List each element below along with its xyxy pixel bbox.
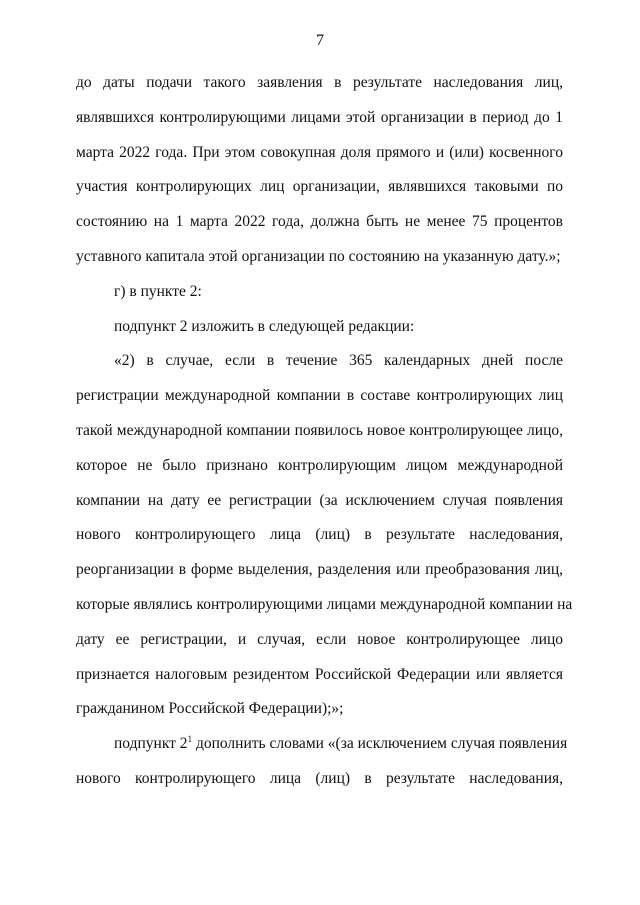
text-line: такой международной компании появилось новое контролирующее лицо, — [76, 421, 563, 439]
text-line: подпункт 2 изложить в следующей редакции: — [114, 317, 415, 335]
text-fragment: подпункт 2 — [114, 735, 188, 753]
text-line — [76, 727, 568, 762]
text-line: реорганизации в форме выделения, разделения или преобразования лиц, — [76, 561, 563, 579]
text-line: уставного капитала этой организации по состоянию на указанную дату.»; — [76, 247, 561, 265]
text-line: «2) в случае, если в течение 365 календарных дней после — [114, 352, 563, 370]
document-body — [76, 66, 573, 797]
text-line: дату ее регистрации, и случая, если новое контролирующее лицо — [76, 630, 563, 648]
text-line: которое не было признано контролирующим лицом международной — [76, 456, 563, 474]
paragraph-subpoint-2-text — [76, 344, 573, 727]
text-fragment: дополнить словами «(за исключением случая появления — [192, 735, 568, 753]
paragraph-subitem-g — [76, 275, 563, 310]
paragraph-subpoint-2-intro — [76, 310, 563, 345]
page-number: 7 — [316, 32, 324, 49]
superscript: 1 — [187, 734, 193, 745]
paragraph-subpoint-2-1 — [76, 727, 568, 797]
text-line: г) в пункте 2: — [114, 282, 202, 300]
text-line: участия контролирующих лиц организации, являвшихся таковыми по — [76, 178, 563, 196]
text-line: компании на дату ее регистрации (за исключением случая появления — [76, 491, 563, 509]
text-line: регистрации международной компании в составе контролирующих лиц — [76, 387, 563, 405]
text-line: признается налоговым резидентом Российской Федерации или является — [76, 665, 563, 683]
text-line: состоянию на 1 марта 2022 года, должна быть не менее 75 процентов — [76, 213, 563, 231]
text-line: марта 2022 года. При этом совокупная доля прямого и (или) косвенного — [76, 143, 563, 161]
text-line: являвшихся контролирующими лицами этой организации в период до 1 — [76, 108, 563, 126]
text-line: гражданином Российской Федерации);»; — [76, 700, 344, 718]
text-line: нового контролирующего лица (лиц) в результате наследования, — [76, 526, 563, 544]
text-line: которые являлись контролирующими лицами международной компании на — [76, 595, 573, 613]
text-line: до даты подачи такого заявления в результате наследования лиц, — [76, 74, 563, 91]
text-line: нового контролирующего лица (лиц) в результате наследования, — [76, 769, 563, 787]
paragraph-continuation — [76, 66, 563, 275]
